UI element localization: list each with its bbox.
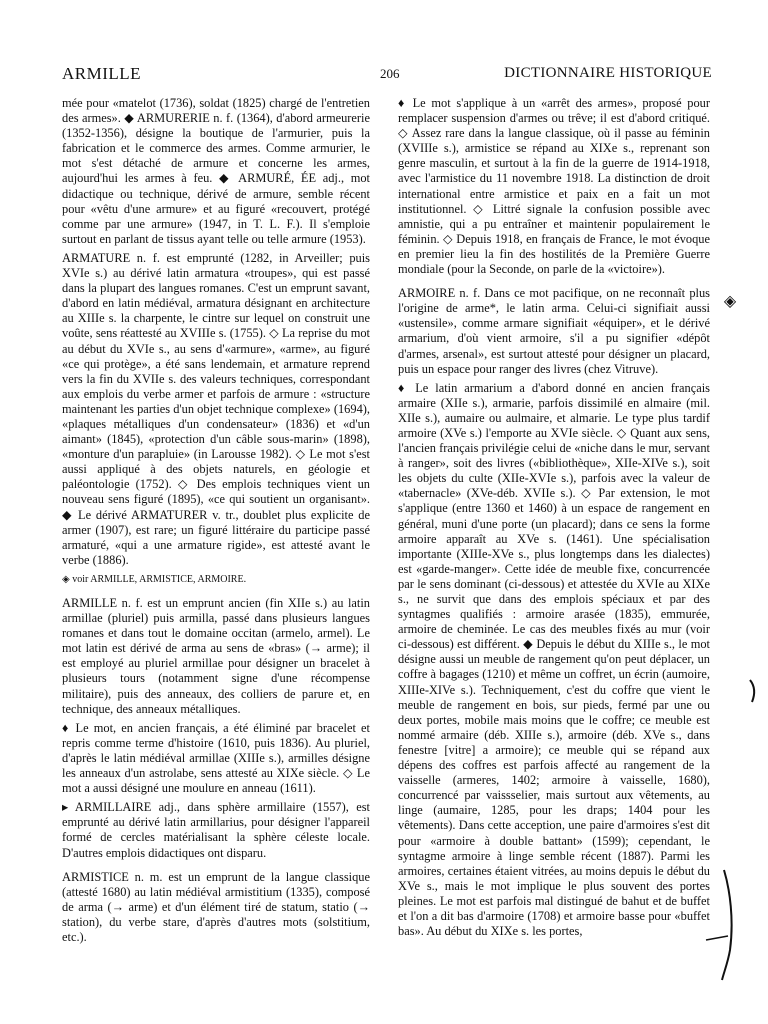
paragraph-armille-usage: ♦ Le mot, en ancien français, a été éliminé par bracelet et repris comme terme d'histoire (1610, puis 1836). Au pluriel, d'après le latin médiéval armillae (XIIIe s.), armilles désigne les anneaux d'un astrolabe, sens attesté au XIXe siècle. ◇ Le mot a aussi désigné une moulure en anneau (1611). — [62, 720, 370, 796]
page-number: 206 — [380, 66, 400, 81]
paragraph-armurerie: mée pour «matelot (1736), soldat (1825) chargé de l'entretien des armes». ◆ ARMURERIE n. f. (1364), d'abord armeurerie (1352-1356), désigne la boutique de l'armurier, puis la fabrication et le commerce des armes. Comme armurier, le mot s'est détaché de armure et concerne les armes, aujourd'hui les armes à feu. ◆ ARMURÉ, ÉE adj., mot didactique ou technique, dérivé de armure, semble récent pour «vêtu d'une armure» et au figuré «recouvert, protégé comme par une armure» (1947, in T. L. F.). Il s'emploie surtout en parlant de tissus ayant telle ou telle armure (1953). — [62, 96, 370, 246]
left-column — [62, 96, 370, 949]
running-head-right: DICTIONNAIRE HISTORIQUE — [504, 65, 712, 81]
margin-pen-stroke-icon — [700, 640, 768, 1000]
margin-diamond-icon: ◈ — [723, 293, 737, 310]
paragraph-armature: ARMATURE n. f. est emprunté (1282, in Arveiller; puis XVIe s.) au dérivé latin armatura «troupes», qui est passé dans la plupart des langues romanes. C'est un emprunt savant, d'abord en latin médiéval, armatura désignant en architecture au XIIIe s. la charpente, le cintre sur lequel on construit une voûte, sens réattesté au XVIIIe s. (1755). ◇ La reprise du mot au début du XVIe s., au sens d'«armure», «arme», au figuré «ce qui protège», a été sans lendemain, et armature reprend vers la fin du XVIIe s. des valeurs techniques, correspondant aux emplois du verbe armer et parfois de armure : «structure maintenant les parties d'un objet technique complexe» (1694), «plaques métalliques d'un condensateur» (1836) et «d'un aimant» (1845), «protection d'un câble sous-marin» (1898), «monture d'un parapluie» (in Larousse 1982). ◇ Le mot s'est aussi appliqué à des objets naturels, en géologie et paléontologie (1752). ◇ Des emplois techniques vient un nouveau sens figuré (1895), «ce qui soutient un organisant». ◆ Le dérivé ARMATURER v. tr., doublet plus explicite de armer (1907), est rare; un figuré littéraire du participe passé armaturé, «qui a une armature rigide», est attesté avant le verbe (1886). — [62, 250, 370, 567]
paragraph-armistice-usage: ♦ Le mot s'applique à un «arrêt des armes», proposé pour remplacer suspension d'armes ou trêve; il est d'abord critiqué. ◇ Assez rare dans la langue classique, où il passe au féminin (XVIIIe s.), armistice se répand au XIXe s., reprenant son genre masculin, et surtout à la fin de la guerre de 1914-1918, avec l'armistice du 11 novembre 1918. La distinction de droit international entre armistice et paix en a fait un mot institutionnel. ◇ Littré signale la confusion possible avec amnistie, qui a pu entraîner et maintenir populairement le féminin. ◇ Depuis 1918, en français de France, le mot évoque en premier lieu la fin des hostilités de la Première Guerre mondiale (pour la Seconde, on parle de la «victoire»). — [398, 96, 710, 277]
page-header — [62, 64, 712, 86]
running-head-left: ARMILLE — [62, 64, 142, 83]
see-also-reference: ◈ voir ARMILLE, ARMISTICE, ARMOIRE. — [62, 573, 247, 585]
right-column — [398, 96, 710, 943]
entry-armoire: ARMOIRE n. f. Dans ce mot pacifique, on ne reconnaît plus l'origine de arme*, le latin arma. Celui-ci signifiait aussi «ustensile», comme armare signifiait «équiper», et le dérivé armarium, d'où vient armoire, s'il a pu signifier «dépôt d'armes, arsenal», est surtout attesté pour désigner un placard, puis un espace pour ranger des livres (chez Vitruve). — [398, 286, 710, 376]
entry-armille: ARMILLE n. f. est un emprunt ancien (fin XIIe s.) au latin armillae (pluriel) puis armilla, passé dans plusieurs langues romanes et dans tout le domaine occitan (armelo, armel). Le mot latin est dérivé de arma au sens de «bras» (→ arme); il est employé au pluriel armillae pour désigner un bracelet à plusieurs tours (notamment signe d'une récompense militaire), puis des anneaux, des colliers de parure et, en technique, des anneaux métalliques. — [62, 596, 370, 716]
paragraph-armoire-history: ♦ Le latin armarium a d'abord donné en ancien français armaire (XIIe s.), armarie, parfois dissimilé en almaire (mil. XIIe s.), aumaire ou aulmaire, et almarie. Le type plus tardif armoire (XVe s.) l'emporte au XVIe siècle. ◇ Quant aux sens, l'ancien français privilégie celui de «niche dans le mur, servant à ranger», soit des livres («bibliothèque», XIIe-XIVe s.), soit les objets du culte (XIIe-XVIe s.), parfois avec la valeur de «tabernacle» (XVe-déb. XVIIe s.). ◇ Par extension, le mot s'applique (entre 1360 et 1460) à un espace de rangement en général, muni d'une porte (un placard); dans ce sens la forme armoire apparaît au XVe s. (1461). Une spécialisation importante (XIIIe-XVe s., plus longtemps dans les dialectes) est «garde-manger». Cette idée de meuble fixe, concurrencée par le sens dominant (ci-dessous) et attestée du XVIe au XIXe s., ne survit que dans des emplois spéciaux et par des syntagmes qualifiés : armoire arasée (1835), emmurée, armoire de cheminée. Le cas des meubles fixés au mur (voir ci-dessous) est différent. ◆ Depuis le début du XIIIe s., le mot désigne aussi un meuble de rangement qu'on peut déplacer, un coffre à bagages (1210) et même un coffret, un écrin (aumoire, XIIIe-XIVe s.). Techniquement, c'est du coffre que vient le meuble de rangement en bois, sur pieds, fermé par une ou deux portes, mobile mais moins que le coffre; ce meuble est nommé armaire (déb. XIIIe s.), armoire (déb. XVe s., dans fenestre [vitre] a armoire); ce meuble qui se répand aux dépens des coffres est parfois affecté au rangement de la vaisselle (armeres, 1402; armoire à vaisselle, 1680), concurrencé par vaissselier, mais surtout aux vêtements, au linge (aumaire, 1285, pour les draps; 1404 pour les vêtements). Dans cette acception, une paire d'armoires s'est dit pour «armoire à double battant» (1599); cependant, le syntagme armoire à linge semble récent (1887). Parmi les armoires, certaines étaient vitrées, au moins depuis le début du XVe s., mais le mot implique le plus souvent des portes pleines. Le mot est parfois mal distingué de bahut et de buffet et l'on a dit bas d'armoire (1708) et armoire basse pour «buffet bas». Au début du XIXe s. les portes, — [398, 380, 710, 939]
entry-armistice: ARMISTICE n. m. est un emprunt de la langue classique (attesté 1680) au latin médiéval armistitium (1335), composé de arma (→ arme) et d'un élément tiré de statum, statio (→ station), du verbe stare, d'après d'autres mots (solstitium, etc.). — [62, 869, 370, 944]
paragraph-armillaire: ▸ ARMILLAIRE adj., dans sphère armillaire (1557), est emprunté au dérivé latin armillarius, pour désigner l'appareil formé de cercles matérialisant la sphère céleste locale. D'autres emplois didactiques ont disparu. — [62, 800, 370, 860]
